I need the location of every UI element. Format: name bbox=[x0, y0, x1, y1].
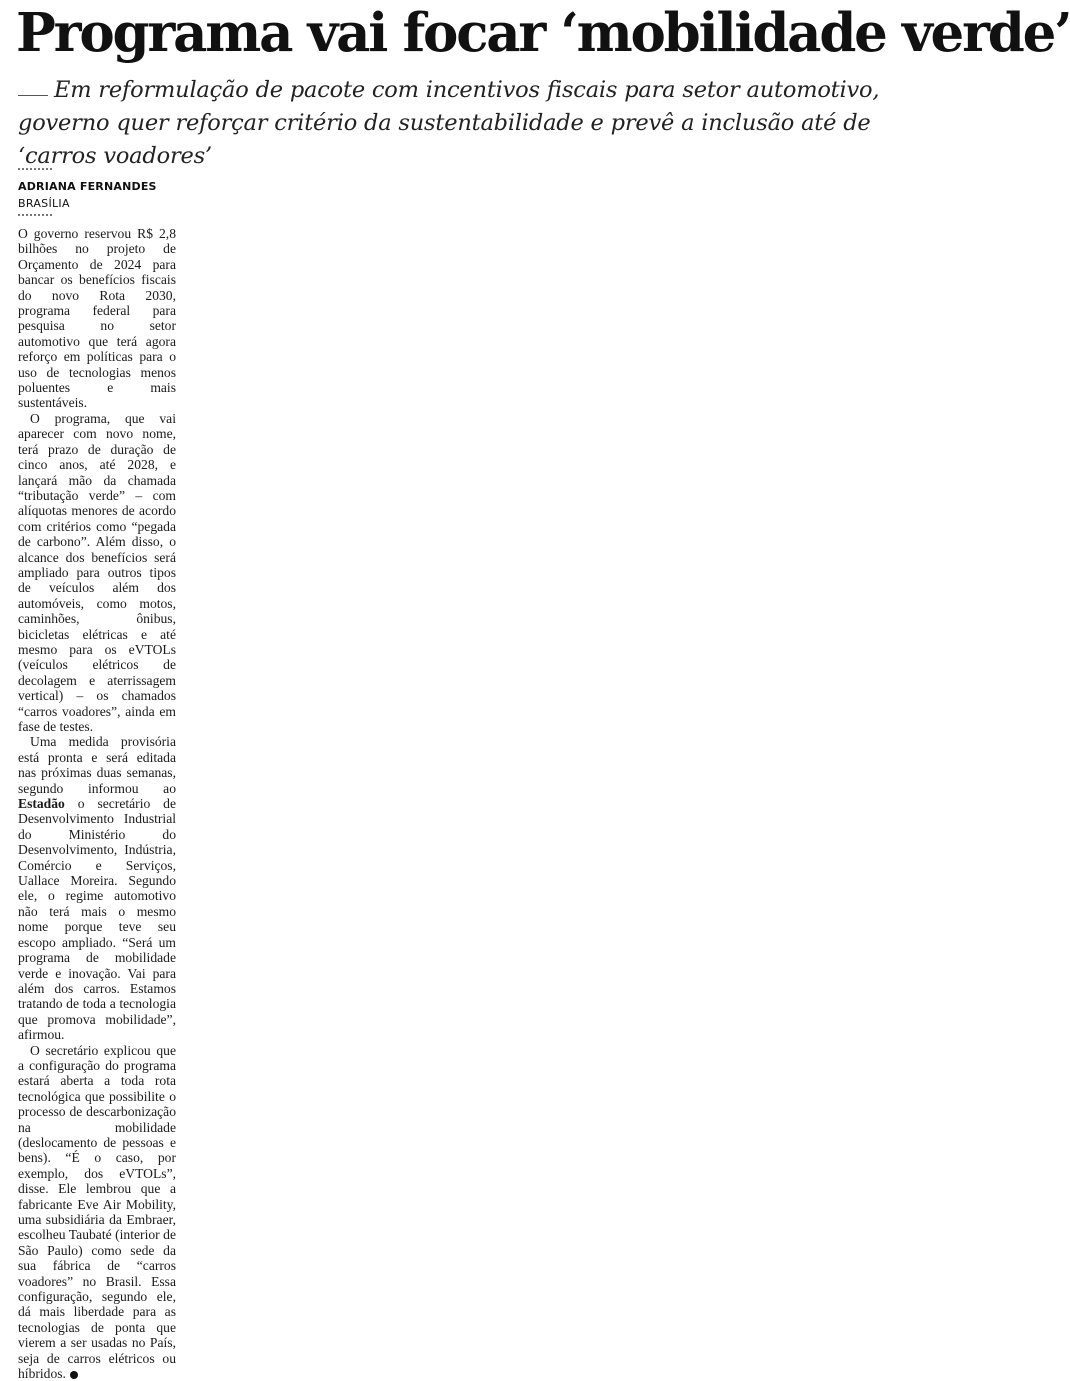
deck bbox=[18, 74, 924, 173]
paragraph bbox=[18, 734, 176, 1042]
article-body bbox=[18, 226, 176, 1381]
publication-name: Estadão bbox=[18, 796, 65, 812]
deck-rule bbox=[18, 95, 48, 96]
byline bbox=[18, 178, 157, 212]
paragraph: O programa, que vai aparecer com novo nome, terá prazo de duração de cinco anos, até 2028, e lançará mão da chamada “tributação verde” – com alíquotas menores de acordo com critérios como “pegada de carbono”. Além disso, o alcance dos benefícios será ampliado para outros tipos de veículos além dos automóveis, como motos, caminhões, ônibus, bicicletas elétricas e até mesmo para os eVTOLs (veículos elétricos de decolagem e aterrissagem vertical) – os chamados “carros voadores”, ainda em fase de testes. bbox=[18, 410, 176, 734]
end-mark bbox=[70, 1371, 78, 1379]
headline: Programa vai focar ‘mobilidade verde’ bbox=[16, 2, 1070, 64]
paragraph-text: o secretário de Desenvolvimento Industrial do Ministério do Desenvolvimento, Indústria, Comércio e Serviços, Uallace Moreira. Segundo ele, o regime automotivo não terá mais o mesmo nome porque teve seu escopo ampliado. “Será um programa de mobilidade verde e inovação. Vai para além dos carros. Estamos tratando de toda a tecnologia que promova mobilidade”, afirmou. bbox=[18, 796, 176, 1043]
byline-place: BRASÍLIA bbox=[18, 197, 70, 210]
byline-bottom-dots bbox=[18, 214, 52, 216]
deck-text: Em reformulação de pacote com incentivos fiscais para setor automotivo, governo quer reforçar critério da sustentabilidade e prevê a inclusão até de ‘carros voadores’ bbox=[18, 77, 880, 169]
paragraph-text: O secretário explicou que a configuração do programa estará aberta a toda rota tecnológica que possibilite o processo de descarbonização na mobilidade (deslocamento de pessoas e bens). “É o caso, por exemplo, dos eVTOLs”, disse. Ele lembrou que a fabricante Eve Air Mobility, uma subsidiária da Embraer, escolheu Taubaté (interior de São Paulo) como sede da sua fábrica de “carros voadores” no Brasil. Essa configuração, segundo ele, dá mais liberdade para as tecnologias de ponta que vierem a ser usadas no País, seja de carros elétricos ou híbridos. bbox=[18, 1042, 176, 1381]
byline-top-dots bbox=[18, 168, 52, 170]
paragraph bbox=[18, 1043, 176, 1381]
byline-author: ADRIANA FERNANDES bbox=[18, 180, 157, 193]
paragraph-text: Uma medida provisória está pronta e será editada nas próximas duas semanas, segundo informou ao bbox=[18, 734, 176, 796]
paragraph: O governo reservou R$ 2,8 bilhões no projeto de Orçamento de 2024 para bancar os benefícios fiscais do novo Rota 2030, programa federal para pesquisa no setor automotivo que terá agora reforço em políticas para o uso de tecnologias menos poluentes e mais sustentáveis. bbox=[18, 226, 176, 411]
